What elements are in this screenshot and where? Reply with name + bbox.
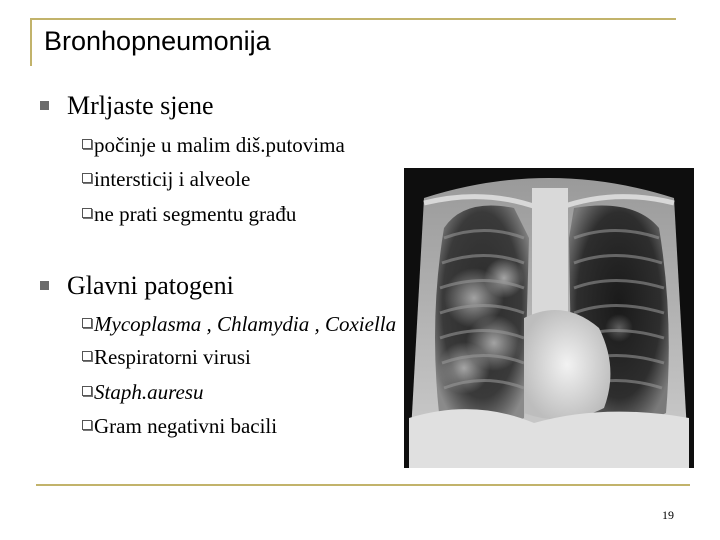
- checkbox-bullet-icon: [82, 420, 92, 430]
- frame-top-line: [30, 18, 676, 20]
- checkbox-bullet-icon: [82, 139, 92, 149]
- section-heading-text: Glavni patogeni: [67, 271, 234, 300]
- section-heading-text: Mrljaste sjene: [67, 91, 214, 120]
- list-item-text: ne prati segmentu građu: [94, 202, 297, 226]
- checkbox-bullet-icon: [82, 173, 92, 183]
- chest-xray-image: [404, 168, 694, 468]
- checkbox-bullet-icon: [82, 208, 92, 218]
- footer-line: [36, 484, 690, 486]
- list-item-text: Respiratorni virusi: [94, 345, 251, 369]
- checkbox-bullet-icon: [82, 351, 92, 361]
- square-bullet-icon: [40, 101, 49, 110]
- list-item-text: Gram negativni bacili: [94, 414, 278, 438]
- checkbox-bullet-icon: [82, 318, 92, 328]
- list-item-text: Staph.auresu: [94, 380, 204, 404]
- list-item-text: intersticij i alveole: [94, 167, 251, 191]
- slide-title: Bronhopneumonija: [44, 26, 271, 56]
- square-bullet-icon: [40, 281, 49, 290]
- frame-left-line: [30, 18, 32, 66]
- page-number: 19: [662, 508, 674, 522]
- checkbox-bullet-icon: [82, 386, 92, 396]
- list-item-text: počinje u malim diš.putovima: [94, 133, 345, 157]
- list-item-text: Mycoplasma , Chlamydia , Coxiella: [94, 312, 397, 336]
